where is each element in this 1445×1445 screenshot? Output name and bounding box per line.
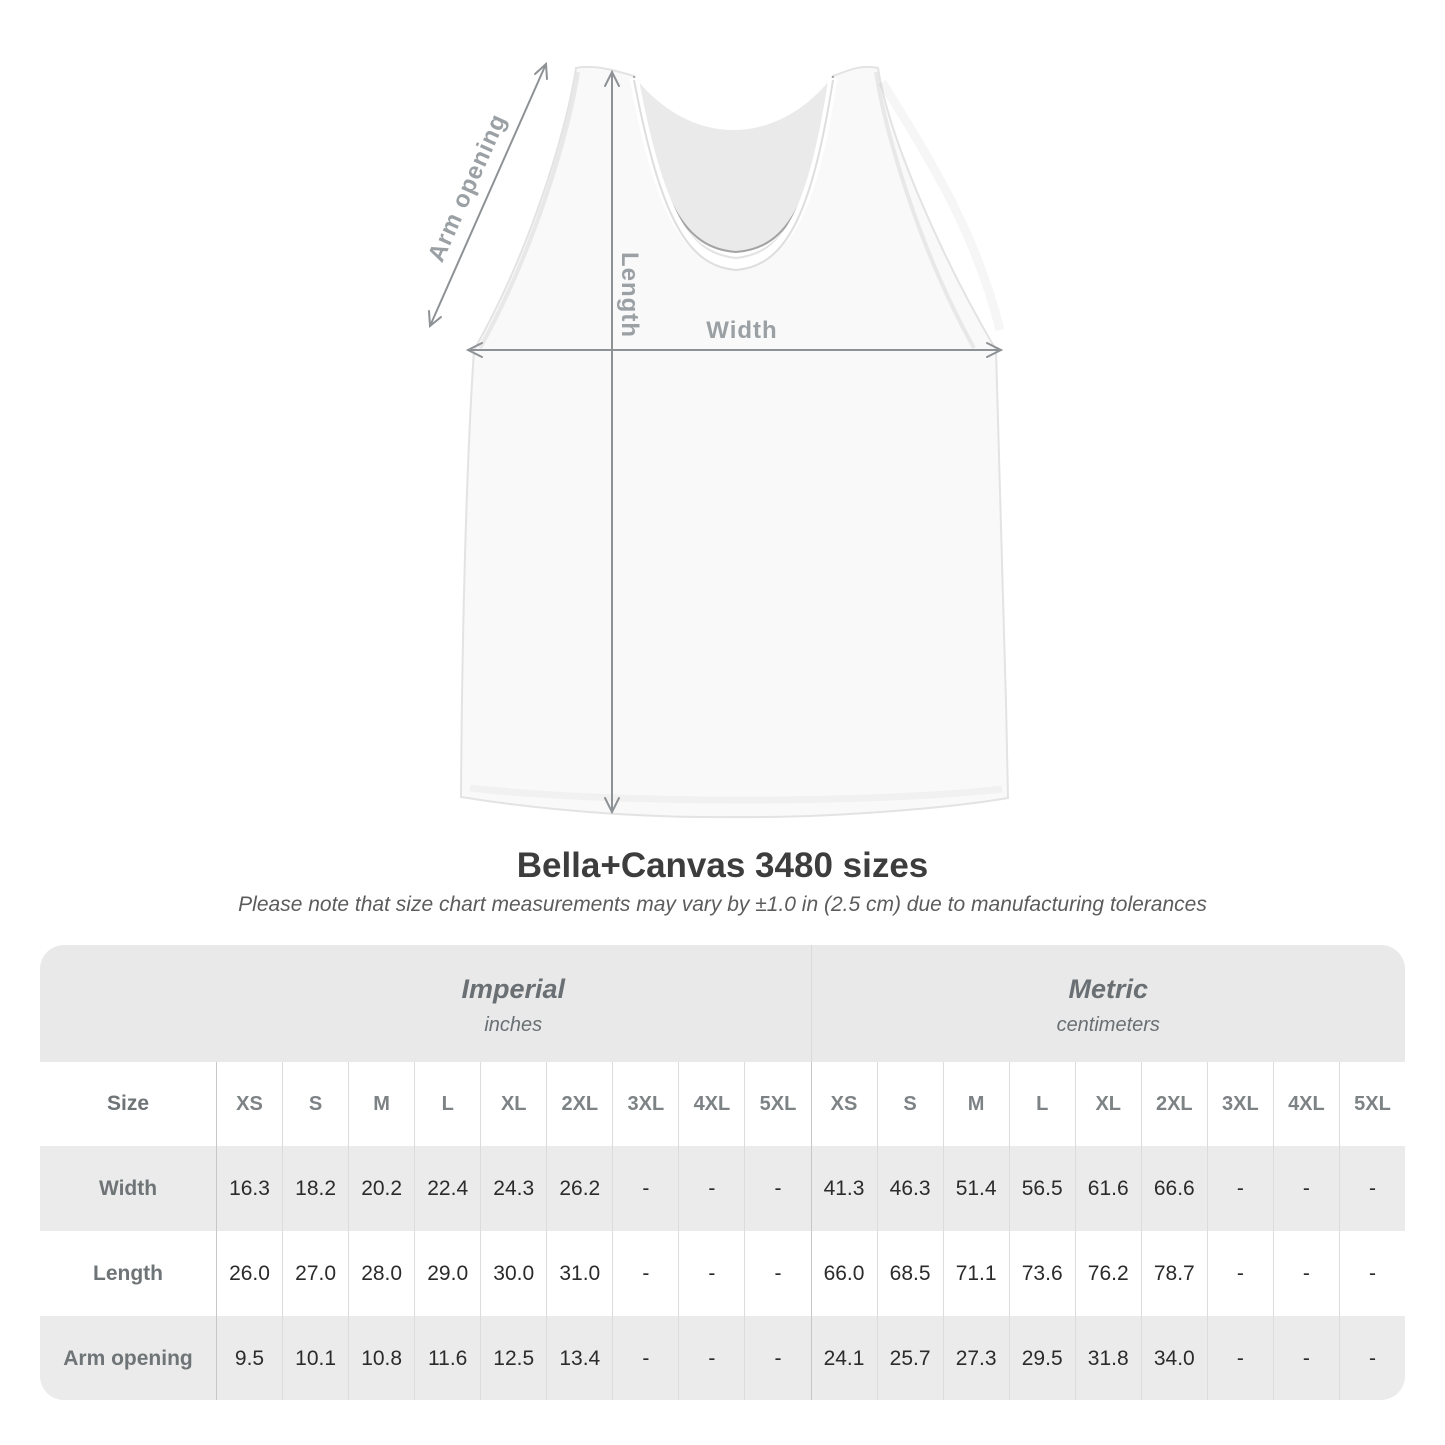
size-header-imperial-l: L [414,1062,480,1146]
size-header-row [40,1062,1405,1146]
value-cell-metric-xs: 66.0 [811,1231,877,1316]
value-cell-imperial-xl: 24.3 [480,1146,546,1231]
value-cell-imperial-4xl: - [678,1146,744,1231]
metric-unit-group [811,945,1406,1062]
size-header-imperial-xs: XS [216,1062,282,1146]
size-header-metric-m: M [943,1062,1009,1146]
value-cell-imperial-l: 22.4 [414,1146,480,1231]
size-header-imperial-s: S [282,1062,348,1146]
value-cell-imperial-l: 11.6 [414,1316,480,1400]
table-row-width [40,1146,1405,1231]
page-title: Bella+Canvas 3480 sizes [516,846,929,885]
value-cell-metric-s: 25.7 [877,1316,943,1400]
unit-header-band [40,945,1405,1062]
value-cell-metric-xl: 31.8 [1075,1316,1141,1400]
row-label: Width [98,1176,158,1200]
value-cell-imperial-xl: 30.0 [480,1231,546,1316]
row-label: Arm opening [63,1346,193,1370]
length-label: Length [616,252,643,338]
width-label: Width [706,317,778,344]
value-cell-imperial-3xl: - [612,1146,678,1231]
value-cell-metric-s: 68.5 [877,1231,943,1316]
value-cell-imperial-5xl: - [744,1231,810,1316]
value-cell-metric-5xl: - [1339,1231,1405,1316]
table-row-arm-opening [40,1316,1405,1400]
value-cell-imperial-5xl: - [744,1146,810,1231]
size-header-metric-2xl: 2XL [1141,1062,1207,1146]
size-header-metric-xs: XS [811,1062,877,1146]
value-cell-metric-xs: 24.1 [811,1316,877,1400]
value-cell-imperial-s: 18.2 [282,1146,348,1231]
value-cell-metric-s: 46.3 [877,1146,943,1231]
value-cell-metric-l: 73.6 [1009,1231,1075,1316]
size-column-header: Size [106,1092,150,1115]
value-cell-metric-2xl: 78.7 [1141,1231,1207,1316]
value-cell-metric-4xl: - [1273,1316,1339,1400]
size-header-imperial-2xl: 2XL [546,1062,612,1146]
value-cell-metric-3xl: - [1207,1316,1273,1400]
table-body [40,1146,1405,1400]
value-cell-metric-2xl: 34.0 [1141,1316,1207,1400]
size-header-metric-l: L [1009,1062,1075,1146]
value-cell-metric-3xl: - [1207,1231,1273,1316]
size-header-metric-s: S [877,1062,943,1146]
value-cell-imperial-l: 29.0 [414,1231,480,1316]
value-cell-metric-4xl: - [1273,1146,1339,1231]
value-cell-metric-m: 51.4 [943,1146,1009,1231]
table-row-length [40,1231,1405,1316]
unit-band-spacer [40,945,216,1062]
value-cell-imperial-5xl: - [744,1316,810,1400]
value-cell-imperial-s: 10.1 [282,1316,348,1400]
value-cell-imperial-2xl: 13.4 [546,1316,612,1400]
value-cell-metric-l: 56.5 [1009,1146,1075,1231]
value-cell-imperial-m: 20.2 [348,1146,414,1231]
value-cell-imperial-3xl: - [612,1316,678,1400]
size-header-metric-xl: XL [1075,1062,1141,1146]
value-cell-metric-xl: 76.2 [1075,1231,1141,1316]
value-cell-metric-4xl: - [1273,1231,1339,1316]
value-cell-imperial-m: 28.0 [348,1231,414,1316]
value-cell-imperial-4xl: - [678,1316,744,1400]
size-header-metric-5xl: 5XL [1339,1062,1405,1146]
tolerance-note: Please note that size chart measurements may vary by ±1.0 in (2.5 cm) due to manufacturing tolerances [238,893,1207,916]
metric-label: Metric [1068,974,1149,1004]
value-cell-metric-5xl: - [1339,1316,1405,1400]
value-cell-metric-5xl: - [1339,1146,1405,1231]
value-cell-imperial-xs: 9.5 [216,1316,282,1400]
size-header-imperial-xl: XL [480,1062,546,1146]
size-header-metric-4xl: 4XL [1273,1062,1339,1146]
size-chart-table [40,945,1405,1400]
value-cell-metric-xs: 41.3 [811,1146,877,1231]
arm-opening-label: Arm opening [422,109,513,266]
size-header-imperial-m: M [348,1062,414,1146]
value-cell-metric-xl: 61.6 [1075,1146,1141,1231]
metric-sublabel: centimeters [1056,1014,1160,1036]
value-cell-imperial-m: 10.8 [348,1316,414,1400]
value-cell-imperial-xs: 26.0 [216,1231,282,1316]
imperial-label: Imperial [461,974,566,1004]
value-cell-metric-m: 71.1 [943,1231,1009,1316]
value-cell-metric-l: 29.5 [1009,1316,1075,1400]
value-cell-imperial-xl: 12.5 [480,1316,546,1400]
imperial-sublabel: inches [484,1014,543,1036]
size-header-metric-3xl: 3XL [1207,1062,1273,1146]
value-cell-imperial-2xl: 31.0 [546,1231,612,1316]
value-cell-imperial-4xl: - [678,1231,744,1316]
size-header-imperial-4xl: 4XL [678,1062,744,1146]
value-cell-metric-2xl: 66.6 [1141,1146,1207,1231]
size-header-imperial-5xl: 5XL [744,1062,810,1146]
size-header-imperial-3xl: 3XL [612,1062,678,1146]
value-cell-metric-3xl: - [1207,1146,1273,1231]
value-cell-imperial-2xl: 26.2 [546,1146,612,1231]
row-label: Length [93,1261,163,1285]
value-cell-metric-m: 27.3 [943,1316,1009,1400]
value-cell-imperial-3xl: - [612,1231,678,1316]
value-cell-imperial-xs: 16.3 [216,1146,282,1231]
value-cell-imperial-s: 27.0 [282,1231,348,1316]
imperial-unit-group [216,945,811,1062]
